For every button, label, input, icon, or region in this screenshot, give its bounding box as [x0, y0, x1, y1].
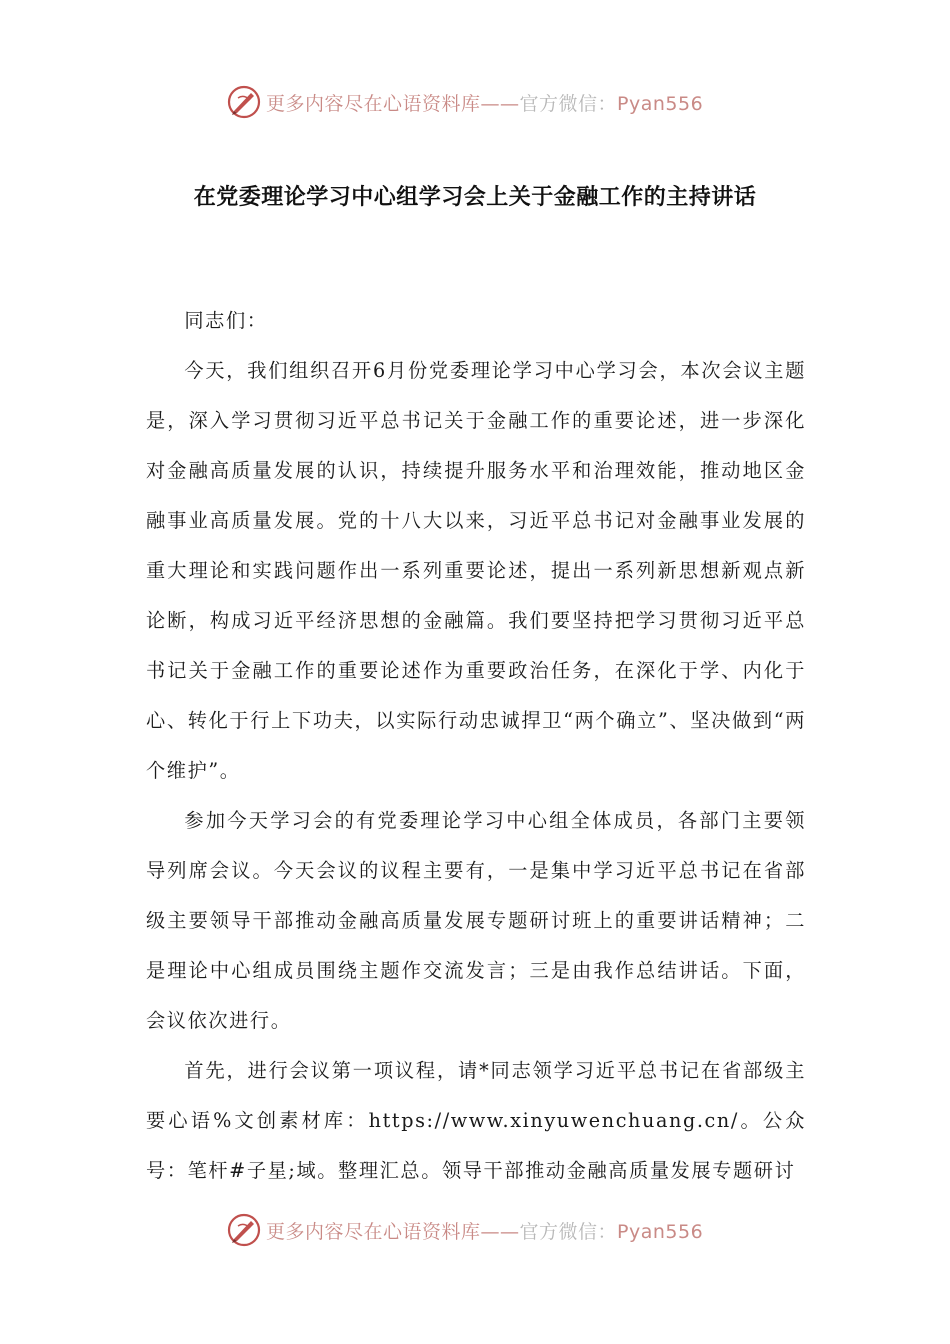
- body-paragraph: 参加今天学习会的有党委理论学习中心组全体成员，各部门主要领导列席会议。今天会议的议程主要有，一是集中学习近平总书记在省部级主要领导干部推动金融高质量发展专题研讨班上的重要讲话精神；二是理论中心组成员围绕主题作交流发言；三是由我作总结讲话。下面，会议依次进行。: [146, 809, 806, 1032]
- header-watermark-banner: [0, 82, 950, 122]
- document-title: 在党委理论学习中心组学习会上关于金融工作的主持讲话: [193, 184, 757, 210]
- watermark-text: 更多内容尽在心语资料库——官方微信：Pyan556: [266, 92, 704, 115]
- pen-logo-icon: [226, 84, 262, 120]
- body-paragraph: 首先，进行会议第一项议程，请*同志领学习近平总书记在省部级主要心语%文创素材库：https://www.xinyuwenchuang.cn/。公众号：笔杆#子星;域。整理汇总。领导干部推动金融高质量发展专题研讨: [146, 1059, 806, 1182]
- watermark-text: 更多内容尽在心语资料库——官方微信：Pyan556: [266, 1220, 704, 1243]
- pen-logo-icon: [226, 1212, 262, 1248]
- footer-watermark-banner: [0, 1210, 950, 1250]
- document-body: [146, 296, 806, 1196]
- salutation-paragraph: 同志们：: [184, 309, 268, 332]
- body-paragraph: 今天，我们组织召开6月份党委理论学习中心学习会，本次会议主题是，深入学习贯彻习近平总书记关于金融工作的重要论述，进一步深化对金融高质量发展的认识，持续提升服务水平和治理效能，推动地区金融事业高质量发展。党的十八大以来，习近平总书记对金融事业发展的重大理论和实践问题作出一系列重要论述，提出一系列新思想新观点新论断，构成习近平经济思想的金融篇。我们要坚持把学习贯彻习近平总书记关于金融工作的重要论述作为重要政治任务，在深化于学、内化于心、转化于行上下功夫，以实际行动忠诚捍卫“两个确立”、坚决做到“两个维护”。: [146, 359, 806, 782]
